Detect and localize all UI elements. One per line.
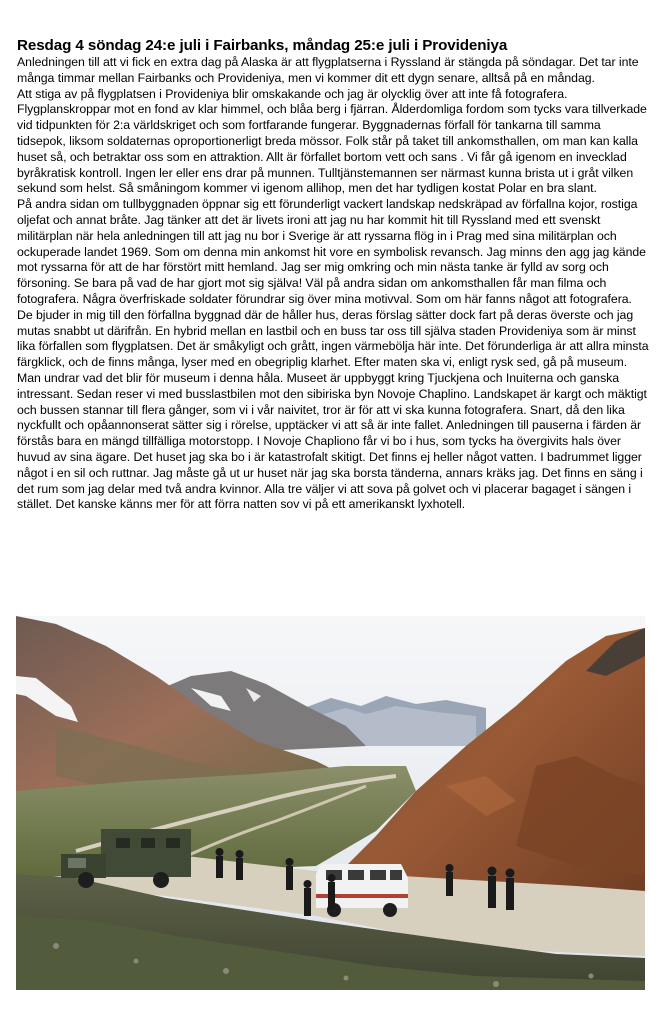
paragraph-2: Att stiga av på flygplatsen i Provideniya blir omskakande och jag är olycklig över att inte få fotografera. Flygplanskroppar mot en fond av klar himmel, och blåa berg i fjärran. Ålderdomliga fordom som tycks vara tillverkade vid tidpunkten för 2:a världskriget och som fortfarande fungerar. Byggnadernas förfall för tankarna till samma tidsepok, liksom soldaternas oproportionerligt breda mössor. Folk står på taket till ankomsthallen, om man kan kalla huset så, och betraktar oss som en attraktion. Allt är förfallet bortom vett och sans . Vi får gå igenom en invecklad byråkratisk kontroll. Ingen ler eller ens drar på munnen. Tulltjänstemannen ser närmast kunna brista ut i gråt vilken sekund som helst. Så småningom kommer vi igenom allihop, men det har tydligen kostat Polar en bra slant. <box>17 86 647 196</box>
paragraph-1: Anledningen till att vi fick en extra dag på Alaska är att flygplatserna i Ryssland är stängda på söndagar. Det tar inte många timmar mellan Fairbanks och Provideniya, men vi kommer dit ett dygn senare, alltså på en måndag. <box>17 55 639 85</box>
page-title: Resdag 4 söndag 24:e juli i Fairbanks, måndag 25:e juli i Provideniya <box>17 37 508 54</box>
body-text <box>17 55 649 513</box>
paragraph-3: På andra sidan om tullbyggnaden öppnar sig ett förunderligt vackert landskap nedskräpad av förfallna kojor, rostiga oljefat och annat bråte. Jag tänker att det är livets ironi att jag nu har kommit hit till Ryssland med ett svenskt militärplan när hela anledningen till att jag nu bor i Sverige är att ryssarna flög in i Prag med sina militärplan och ockuperade landet 1969. Som om denna min ankomst hit vore en symbolisk revansch. Jag minns den agg jag kände mot ryssarna för att de har förstört mitt hemland. Jag ser mig omkring och min nästa tanke är fylld av sorg och försoning. Se bara på vad de har gjort mot sig själva! Väl på andra sidan om ankomsthallen får man filma och fotografera. Några överfriskade soldater förundrar sig över mina motivval. Som om här fanns något att fotografera. De bjuder in mig till den förfallna byggnad där de håller hus, deras förslag sätter dock fart på deras överste och jag mutas snabbt ut därifrån. En hybrid mellan en lastbil och en buss tar oss till själva staden Provideniya som är minst lika förfallen som flygplatsen. Det är småkyligt och grått, ingen värmebölja här inte. Det förunderliga är att allra minsta färgklick, och de finns många, lyser med en obegriplig klarhet. Efter maten ska vi, enligt rysk sed, gå på museum. Man undrar vad det blir för museum i denna håla. Museet är uppbyggt kring Tjuckjena och Inuiterna och ganska intressant. Sedan reser vi med busslastbilen mot den sibiriska byn Novoje Chaplino. Landskapet är kargt och mäktigt och bussen stannar till flera gånger, som vi i vår naivitet, tror är för att vi ska kunna fotografera. Snart, då den lika nyckfullt och opåannonserat sätter sig i rörelse, upptäcker vi att så är inte fallet. Anledningen till pauserna i färden är förstås bara en mängd tillfälliga motorstopp. I Novoje Chapliono får vi bo i hus, som tycks ha övergivits hals över huvud av sina ägare. Det huset jag ska bo i är katastrofalt skitigt. Det finns ej heller något vatten. I badrummet ligger något i en sil och ruttnar. Jag måste gå ut ur huset när jag ska borsta tänderna, annars kräks jag. Det finns en säng i det rum som jag delar med två andra kvinnor. Alla tre väljer vi att sova på golvet och vi placerar bagaget i sängen i stället. Det kanske känns mer för att förra natten sov vi på ett amerikanskt lyxhotell. <box>17 197 649 512</box>
landscape-photo <box>16 616 645 990</box>
